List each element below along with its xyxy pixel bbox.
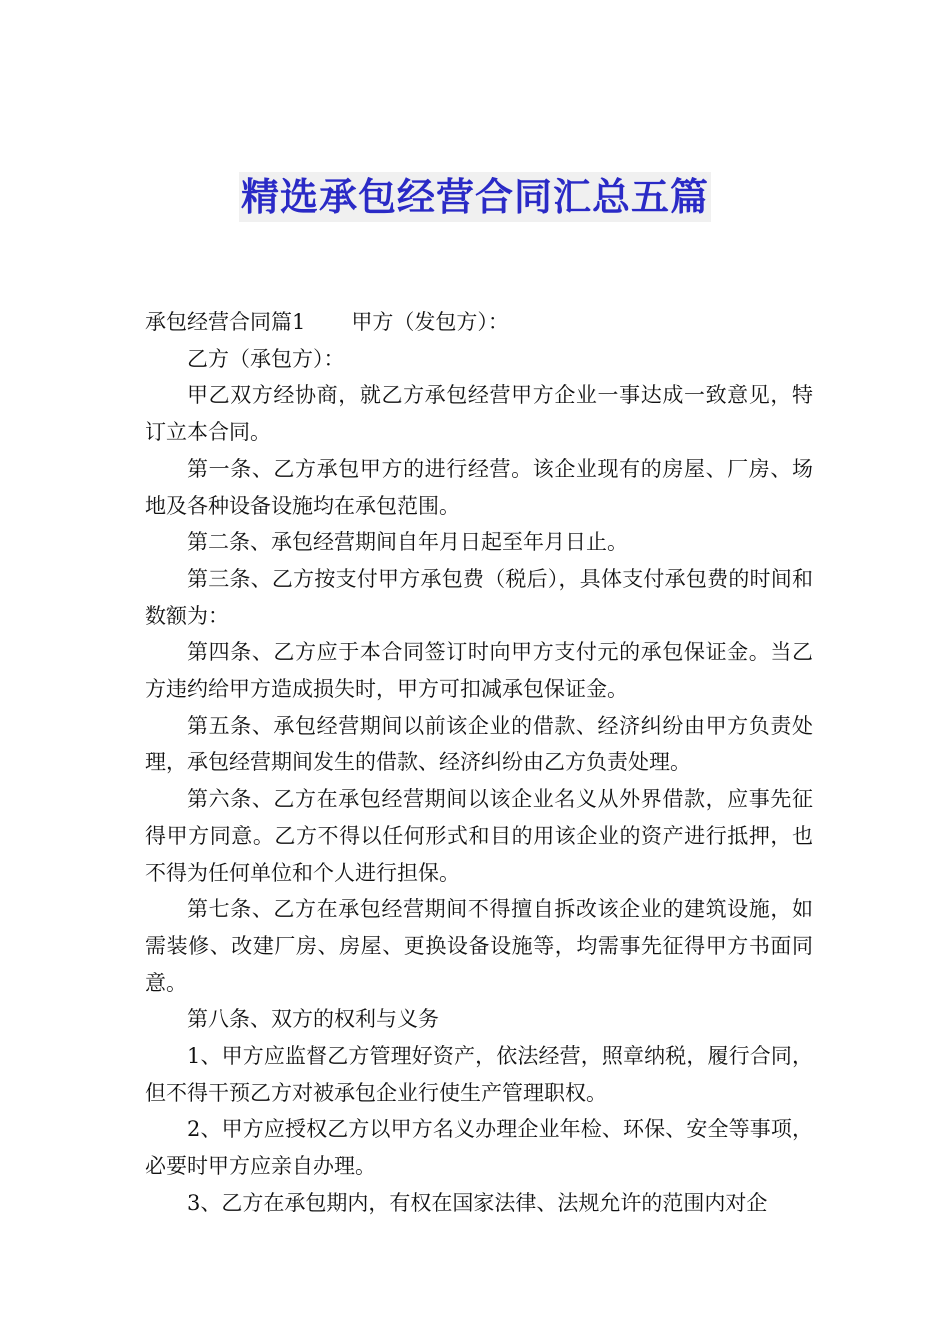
party-a-label: 甲方（发包方）： — [351, 310, 509, 334]
paragraph: 第三条、乙方按支付甲方承包费（税后），具体支付承包费的时间和数额为： — [145, 566, 813, 628]
paragraph: 第四条、乙方应于本合同签订时向甲方支付元的承包保证金。当乙方违约给甲方造成损失时，甲方可扣减承包保证金。 — [145, 640, 813, 702]
paragraph: 第一条、乙方承包甲方的进行经营。该企业现有的房屋、厂房、场地及各种设备设施均在承包范围。 — [145, 456, 813, 518]
paragraph: 3、乙方在承包期内，有权在国家法律、法规允许的范围内对企 — [187, 1190, 768, 1215]
paragraph: 第二条、承包经营期间自年月日起至年月日止。 — [187, 530, 628, 555]
paragraph: 2、甲方应授权乙方以甲方名义办理企业年检、环保、安全等事项，必要时甲方应亲自办理。 — [145, 1117, 813, 1179]
document-title: 精选承包经营合同汇总五篇 — [239, 172, 711, 222]
paragraph: 第八条、双方的权利与义务 — [187, 1007, 439, 1032]
paragraph: 第六条、乙方在承包经营期间以该企业名义从外界借款，应事先征得甲方同意。乙方不得以任何形式和目的用该企业的资产进行抵押，也不得为任何单位和个人进行担保。 — [145, 787, 813, 885]
paragraph: 第五条、承包经营期间以前该企业的借款、经济纠纷由甲方负责处理，承包经营期间发生的借款、经济纠纷由乙方负责处理。 — [145, 713, 813, 775]
paragraph: 甲乙双方经协商，就乙方承包经营甲方企业一事达成一致意见，特订立本合同。 — [145, 383, 813, 445]
paragraph: 第七条、乙方在承包经营期间不得擅自拆改该企业的建筑设施，如需装修、改建厂房、房屋、更换设备设施等，均需事先征得甲方书面同意。 — [145, 897, 813, 995]
contract-heading: 承包经营合同篇1 — [145, 310, 306, 334]
first-line — [145, 304, 813, 341]
document-body — [145, 304, 813, 1222]
paragraph: 乙方（承包方）： — [187, 346, 345, 371]
title-container — [0, 172, 950, 222]
paragraph: 1、甲方应监督乙方管理好资产，依法经营，照章纳税，履行合同，但不得干预乙方对被承包企业行使生产管理职权。 — [145, 1044, 813, 1105]
